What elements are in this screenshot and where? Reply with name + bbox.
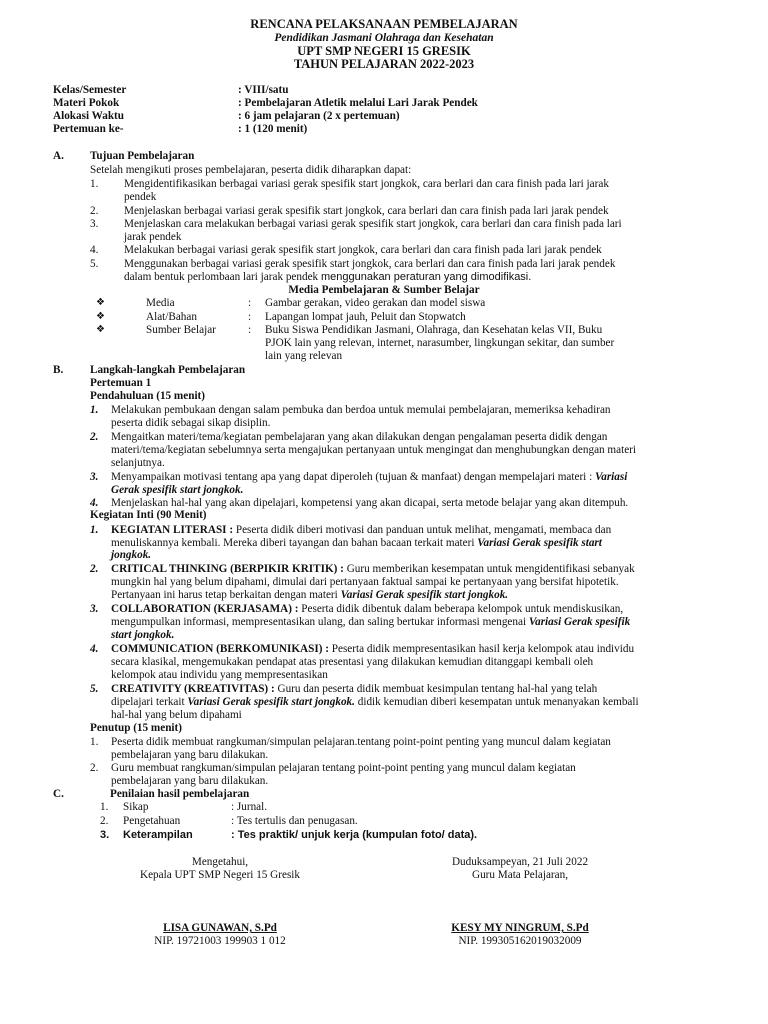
core-number: 3. xyxy=(90,603,99,615)
objective-number: 1. xyxy=(90,178,99,190)
core-text xyxy=(111,589,508,602)
assessment-value: : Tes tertulis dan penugasan. xyxy=(231,815,358,827)
meeting-title: Pertemuan 1 xyxy=(90,377,152,389)
media-label: Alat/Bahan xyxy=(146,311,197,323)
core-heading: CRITICAL THINKING (BERPIKIR KRITIK) : xyxy=(111,563,344,575)
identity-label: Pertemuan ke- xyxy=(53,123,124,135)
media-label: Sumber Belajar xyxy=(146,324,216,336)
core-heading: KEGIATAN LITERASI : xyxy=(111,524,234,536)
assessment-value: : Tes praktik/ unjuk kerja (kumpulan foto/ data). xyxy=(231,829,478,841)
diamond-bullet-icon: ❖ xyxy=(96,297,105,308)
section-b-title: Langkah-langkah Pembelajaran xyxy=(90,364,246,376)
signature-right-date: Duduksampeyan, 21 Juli 2022 xyxy=(451,856,589,868)
intro-text: Melakukan pembukaan dengan salam pembuka dan berdoa untuk memulai pembelajaran, memeriksa kehadiran xyxy=(111,404,611,416)
closing-number: 2. xyxy=(90,762,99,774)
core-text xyxy=(111,603,623,616)
core-text-part: didik kemudian diberi kesempatan untuk menanyakan kembali xyxy=(357,696,639,708)
intro-text xyxy=(111,471,627,484)
objective-number: 2. xyxy=(90,205,99,217)
objective-text xyxy=(124,271,531,284)
intro-text: selanjutnya. xyxy=(111,457,165,469)
doc-title: RENCANA PELAKSANAAN PEMBELAJARAN xyxy=(250,17,518,31)
core-text: kelompok atau individu yang mempresentasikan xyxy=(111,669,328,681)
assessment-label: Keterampilan xyxy=(123,829,193,841)
core-text-emphasis: Variasi Gerak spesifik start jongkok. xyxy=(187,696,355,708)
signature-right-name: KESY MY NINGRUM, S.Pd xyxy=(451,922,589,934)
core-text xyxy=(111,683,597,696)
media-value: lain yang relevan xyxy=(265,350,343,362)
core-text: secara klasikal, mengemukakan pendapat atas presentasi yang dilakukan kemudian ditanggapi kembali oleh xyxy=(111,656,594,668)
doc-school: UPT SMP NEGERI 15 GRESIK xyxy=(297,44,471,58)
intro-text-emphasis: Gerak spesifik start jongkok. xyxy=(111,484,244,496)
assessment-label: Sikap xyxy=(123,801,149,813)
core-text-part: Peserta didik mempresentasikan hasil kerja kelompok atau individu xyxy=(331,643,635,655)
core-title: Kegiatan Inti (90 Menit) xyxy=(90,509,207,521)
objective-text-part: menggunakan peraturan yang dimodifikasi. xyxy=(320,271,532,283)
closing-number: 1. xyxy=(90,736,99,748)
diamond-bullet-icon: ❖ xyxy=(96,324,105,335)
section-b-letter: B. xyxy=(53,364,64,376)
objective-text: Melakukan berbagai variasi gerak spesifik start jongkok, cara berlari dan cara finish pada lari jarak pendek xyxy=(124,244,602,256)
intro-number: 3. xyxy=(90,471,99,483)
section-a-letter: A. xyxy=(53,150,64,162)
core-text-emphasis: Variasi Gerak spesifik xyxy=(528,616,631,628)
signature-right-nip: NIP. 199305162019032009 xyxy=(458,935,582,947)
intro-text: peserta didik sebagai sikap disiplin. xyxy=(111,417,271,429)
doc-year: TAHUN PELAJARAN 2022-2023 xyxy=(293,57,475,71)
media-value: Gambar gerakan, video gerakan dan model siswa xyxy=(265,297,486,309)
identity-label: Alokasi Waktu xyxy=(53,110,124,122)
signature-left-role: Kepala UPT SMP Negeri 15 Gresik xyxy=(139,869,301,881)
objective-text: jarak pendek xyxy=(124,231,182,243)
core-text-part: dipelajari terkait xyxy=(111,696,185,708)
assessment-number: 1. xyxy=(100,801,109,813)
media-title: Media Pembelajaran & Sumber Belajar xyxy=(288,284,480,296)
signature-left-nip: NIP. 19721003 199903 1 012 xyxy=(154,935,286,947)
core-heading: CREATIVITY (KREATIVITAS) : xyxy=(111,683,275,695)
objective-text: Menjelaskan cara melakukan berbagai variasi gerak spesifik start jongkok, cara berlari dan cara finish pada lari xyxy=(124,218,622,230)
media-label: Media xyxy=(146,297,175,309)
objective-number: 3. xyxy=(90,218,99,230)
signature-right-role: Guru Mata Pelajaran, xyxy=(472,869,568,881)
core-text xyxy=(111,524,611,537)
intro-number: 4. xyxy=(90,497,99,509)
core-text: hal-hal yang belum dipahami xyxy=(111,709,242,721)
closing-text: Guru membuat rangkuman/simpulan pelajaran tentang point-point penting yang muncul dalam kegiatan xyxy=(111,762,576,774)
intro-text: materi/tema/kegiatan sebelumnya serta mengajukan pertanyaan untuk mengingat dan menghubungkan dengan materi xyxy=(111,444,637,456)
media-value: Lapangan lompat jauh, Peluit dan Stopwatch xyxy=(265,311,466,323)
identity-label: Kelas/Semester xyxy=(53,84,127,96)
doc-subject: Pendidikan Jasmani Olahraga dan Kesehatan xyxy=(274,32,494,44)
section-a-intro: Setelah mengikuti proses pembelajaran, peserta didik diharapkan dapat: xyxy=(90,164,412,176)
objective-text: Menjelaskan berbagai variasi gerak spesifik start jongkok, cara berlari dan cara finish pada lari jarak pendek xyxy=(124,205,609,217)
core-number: 1. xyxy=(90,524,99,536)
core-text-emphasis: Variasi Gerak spesifik start xyxy=(477,537,602,549)
closing-text: Peserta didik membuat rangkuman/simpulan pelajaran.tentang point-point penting yang muncul dalam kegiatan xyxy=(111,736,611,748)
media-value: PJOK lain yang relevan, internet, narasumber, lingkungan sekitar, dan sumber xyxy=(265,337,615,349)
core-text-emphasis: jongkok. xyxy=(111,549,152,561)
core-number: 4. xyxy=(90,643,99,655)
intro-text: Mengaitkan materi/tema/kegiatan pembelajaran yang akan dilakukan dengan pengalaman peserta didik dengan xyxy=(111,431,608,443)
intro-number: 2. xyxy=(90,431,99,443)
core-number: 5. xyxy=(90,683,99,695)
identity-value: : Pembelajaran Atletik melalui Lari Jarak Pendek xyxy=(238,97,478,109)
objective-text: Menggunakan berbagai variasi gerak spesifik start jongkok, cara berlari dan cara finish pada lari jarak pendek xyxy=(124,258,616,270)
media-separator: : xyxy=(248,311,252,323)
assessment-number: 3. xyxy=(100,829,110,841)
section-c-title: Penilaian hasil pembelajaran xyxy=(110,788,250,800)
signature-left-greeting: Mengetahui, xyxy=(191,856,249,868)
assessment-number: 2. xyxy=(100,815,109,827)
media-separator: : xyxy=(248,297,252,309)
core-text-part: Pertanyaan ini harus tetap berkaitan dengan materi xyxy=(111,589,338,601)
closing-text: pembelajaran yang baru dilakukan. xyxy=(111,749,269,761)
assessment-value: : Jurnal. xyxy=(231,801,268,813)
identity-value: : 1 (120 menit) xyxy=(238,123,308,135)
core-text-emphasis: start jongkok. xyxy=(111,629,175,641)
objective-number: 5. xyxy=(90,258,99,270)
core-text xyxy=(111,537,602,550)
assessment-label: Pengetahuan xyxy=(123,815,181,827)
objective-number: 4. xyxy=(90,244,99,256)
core-text-part: Guru dan peserta didik membuat kesimpulan tentang hal-hal yang telah xyxy=(277,683,598,695)
section-c-letter: C. xyxy=(53,788,64,800)
media-value: Buku Siswa Pendidikan Jasmani, Olahraga, dan Kesehatan kelas VII, Buku xyxy=(265,324,603,336)
core-text xyxy=(111,696,639,709)
objective-text-part: dalam bentuk perlombaan lari jarak pendek xyxy=(124,271,319,283)
identity-value: : 6 jam pelajaran (2 x pertemuan) xyxy=(238,110,400,122)
core-heading: COMMUNICATION (BERKOMUNIKASI) : xyxy=(111,643,329,655)
intro-title: Pendahuluan (15 menit) xyxy=(90,390,205,402)
core-text-part: Peserta didik dibentuk dalam beberapa kelompok untuk mendiskusikan, xyxy=(301,603,624,615)
identity-label: Materi Pokok xyxy=(53,97,120,109)
diamond-bullet-icon: ❖ xyxy=(96,311,105,322)
core-text: mungkin hal yang belum dipahami, dimulai dari pertanyaan faktual sampai ke pertanyaan yang bersifat hipotetik. xyxy=(111,576,619,588)
core-text xyxy=(111,616,630,629)
intro-text-part: Menyampaikan motivasi tentang apa yang dapat diperoleh (tujuan & manfaat) dengan mempelajari materi : xyxy=(111,471,593,483)
core-text-emphasis: Variasi Gerak spesifik start jongkok. xyxy=(340,589,509,601)
media-separator: : xyxy=(248,324,252,336)
objective-text: Mengidentifikasikan berbagai variasi gerak spesifik start jongkok, cara berlari dan cara finish pada lari jarak xyxy=(124,178,609,190)
core-text-part: Guru memberikan kesempatan untuk mengidentifikasi sebanyak xyxy=(346,563,635,575)
core-text-part: menuliskannya kembali. Mereka diberi tayangan dan bahan bacaan terkait materi xyxy=(111,537,475,549)
closing-text: pembelajaran yang baru dilakukan. xyxy=(111,775,269,787)
core-text-part: mengumpulkan informasi, mempresentasikan ulang, dan saling bertukar informasi mengenai xyxy=(111,616,527,628)
signature-left-name: LISA GUNAWAN, S.Pd xyxy=(163,922,277,934)
core-text xyxy=(111,643,634,656)
section-a-title: Tujuan Pembelajaran xyxy=(90,150,195,162)
identity-value: : VIII/satu xyxy=(238,84,289,96)
intro-text: Menjelaskan hal-hal yang akan dipelajari, kompetensi yang akan dicapai, serta metode belajar yang akan ditempuh. xyxy=(111,497,629,509)
core-number: 2. xyxy=(90,563,99,575)
core-text-part: Peserta didik diberi motivasi dan panduan untuk melihat, mengamati, membaca dan xyxy=(235,524,612,536)
objective-text: pendek xyxy=(124,191,157,203)
intro-number: 1. xyxy=(90,404,99,416)
core-heading: COLLABORATION (KERJASAMA) : xyxy=(111,603,299,615)
closing-title: Penutup (15 menit) xyxy=(90,722,182,734)
core-text xyxy=(111,563,635,576)
intro-text-emphasis: Variasi xyxy=(595,471,628,483)
